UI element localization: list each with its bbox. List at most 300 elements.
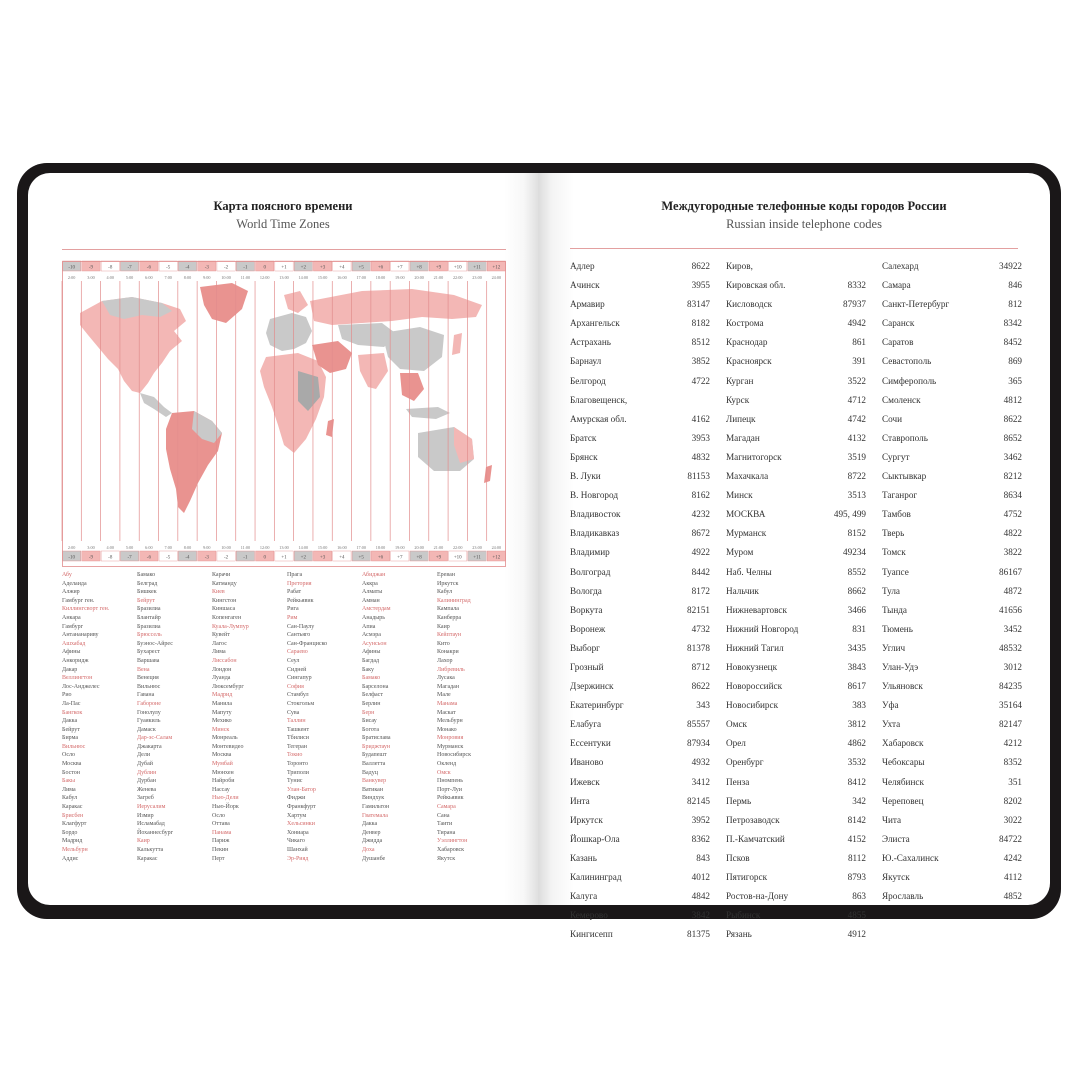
city-name: Чебоксары <box>882 757 925 768</box>
phone-code: 49234 <box>843 547 866 558</box>
right-page <box>538 173 1050 940</box>
zone-time: 7:00 <box>164 275 172 280</box>
zone-time: 14:00 <box>298 545 309 550</box>
city-name: Владимир <box>570 547 610 558</box>
phone-code: 4832 <box>691 451 710 462</box>
phone-code: 365 <box>1008 375 1022 386</box>
city-name: Рейкьявик <box>437 795 464 802</box>
city-name: Пятигорск <box>726 872 768 882</box>
city-name: Нью-Дели <box>212 795 239 802</box>
phone-code: 8452 <box>1003 337 1022 348</box>
city-name: Мале <box>437 692 451 699</box>
city-name: Лима <box>62 786 76 793</box>
china <box>382 327 444 371</box>
city-name: Тюмень <box>882 623 913 634</box>
code-row <box>726 314 866 333</box>
city-name: Ватикан <box>362 786 384 793</box>
code-row <box>570 352 710 371</box>
city-name: Армавир <box>570 299 605 310</box>
phone-code: 8512 <box>691 337 710 348</box>
city-name: Сыктывкар <box>882 471 927 482</box>
phone-code: 8152 <box>847 528 866 539</box>
code-row <box>726 696 866 715</box>
city-name: Хартум <box>287 812 307 819</box>
city-name: Мадрид <box>62 838 83 845</box>
zone-offset: -9 <box>88 265 94 271</box>
city-name: Дзержинск <box>570 681 614 692</box>
phone-code: 383 <box>852 700 866 711</box>
zone-offset: -5 <box>166 555 171 561</box>
city-name: Гамбург <box>62 623 84 630</box>
phone-code: 812 <box>1008 299 1022 310</box>
madagascar <box>326 419 334 437</box>
zone-offset: -8 <box>108 555 113 561</box>
zone-offset: +4 <box>339 265 345 271</box>
code-row <box>570 410 710 429</box>
zone-offset: +2 <box>300 265 306 271</box>
city-name: Алматы <box>362 589 383 596</box>
city-name: Кировская обл. <box>726 280 786 291</box>
city-name: Симферополь <box>882 375 937 386</box>
zone-time: 20:00 <box>414 545 424 550</box>
city-name: Углич <box>882 642 906 653</box>
zone-time: 7:00 <box>164 545 172 550</box>
phone-code: 4152 <box>847 833 866 844</box>
code-row <box>882 486 1022 505</box>
zone-time: 4:00 <box>106 545 114 550</box>
city-name: Астрахань <box>570 337 611 348</box>
city-name: Нассау <box>212 786 230 793</box>
zone-offset: +9 <box>435 265 442 271</box>
city-name: Сана <box>437 812 450 819</box>
city-name: Дубай <box>137 761 153 768</box>
phone-code: 8172 <box>691 585 710 596</box>
code-row <box>882 276 1022 295</box>
city-name: Сеул <box>287 657 300 664</box>
city-name: Сургут <box>882 451 910 462</box>
codes-title: Междугородные телефонные коды городов России <box>661 199 947 213</box>
city-name: Москва <box>62 761 82 768</box>
phone-code: 8332 <box>847 280 866 291</box>
phone-code: 4232 <box>691 509 710 520</box>
code-row <box>726 257 866 276</box>
city-name: Псков <box>726 852 750 863</box>
city-name: Саранск <box>882 318 915 329</box>
phone-code: 4855 <box>847 910 866 921</box>
city-name: Лусака <box>437 675 455 682</box>
map-subtitle: World Time Zones <box>236 217 330 231</box>
canada-grey <box>102 297 172 319</box>
city-name: Лондон <box>212 666 232 673</box>
city-name: Монровия <box>437 735 464 742</box>
phone-code: 3955 <box>691 280 710 291</box>
code-row <box>570 830 710 849</box>
city-name: Тамбов <box>882 509 911 520</box>
city-name: Бейрут <box>137 597 155 604</box>
city-name: Бакы <box>62 778 76 785</box>
city-name: Владикавказ <box>570 528 620 539</box>
code-row <box>882 639 1022 658</box>
zone-offset: -1 <box>243 555 248 561</box>
city-name: Лима <box>212 649 226 656</box>
city-name: Выборг <box>570 642 600 653</box>
city-name: Елабуга <box>570 719 602 730</box>
code-row <box>570 773 710 792</box>
city-name: Дублин <box>137 769 157 776</box>
city-name: Перт <box>212 855 225 862</box>
zone-time: 18:00 <box>375 275 386 280</box>
city-name: Наб. Челны <box>726 566 772 577</box>
city-name: Брюссель <box>137 632 162 639</box>
city-name: Канберра <box>437 614 462 621</box>
phone-code: 8712 <box>691 661 710 672</box>
zone-offset: +1 <box>281 265 287 271</box>
zone-time: 21:00 <box>433 275 444 280</box>
zone-time: 9:00 <box>203 545 211 550</box>
japan <box>452 333 462 355</box>
city-name: Новороссийск <box>726 681 783 692</box>
city-name: Воркута <box>570 604 603 615</box>
zone-time: 12:00 <box>259 545 270 550</box>
city-name: Будапешт <box>362 752 387 759</box>
zone-time: 17:00 <box>356 275 366 280</box>
phone-code: 8442 <box>691 566 710 577</box>
city-name: Стокгольм <box>287 700 315 707</box>
code-row <box>882 352 1022 371</box>
code-row <box>570 391 710 410</box>
code-row <box>726 773 866 792</box>
city-name: Сараево <box>287 649 308 656</box>
city-name: Оттава <box>212 821 230 828</box>
city-name: Томск <box>882 547 906 558</box>
city-name: Эр-Рияд <box>287 855 309 862</box>
phone-code: 41656 <box>999 604 1022 615</box>
phone-code: 4932 <box>691 757 710 768</box>
city-name: Уэллингтон <box>437 838 468 845</box>
phone-code: 3412 <box>691 776 710 787</box>
zone-time: 14:00 <box>298 275 309 280</box>
city-name: Братск <box>570 432 597 443</box>
zone-offset: -2 <box>224 555 229 561</box>
code-row <box>882 543 1022 562</box>
city-name: Нижневартовск <box>726 604 787 615</box>
zone-offset: +7 <box>397 555 403 561</box>
city-name: Махачкала <box>726 471 769 482</box>
phone-code: 3513 <box>847 490 866 501</box>
zone-time: 15:00 <box>317 545 328 550</box>
zone-time: 23:00 <box>472 545 482 550</box>
city-name: Магнитогорск <box>726 451 782 462</box>
city-name: Багдад <box>362 657 380 664</box>
city-name: Ставрополь <box>882 432 928 443</box>
russia <box>310 289 482 325</box>
city-name: Катманду <box>212 580 237 587</box>
city-name: Бриджтаун <box>362 743 391 750</box>
city-name: Ашхабад <box>62 640 86 647</box>
city-name: Варшава <box>137 657 160 664</box>
city-name: Доха <box>362 847 375 853</box>
city-name: Нижний Тагил <box>726 642 784 653</box>
city-name: Антананариву <box>62 632 99 639</box>
phone-code: 343 <box>696 700 710 711</box>
code-row <box>882 563 1022 582</box>
city-name: Самара <box>882 280 911 291</box>
code-row <box>726 925 866 944</box>
city-name: Тунис <box>287 778 303 785</box>
city-name: Порт-Луи <box>437 786 463 793</box>
zone-time: 11:00 <box>240 545 251 550</box>
city-name: Венеция <box>137 675 159 682</box>
zone-offset: +6 <box>377 265 384 271</box>
city-name: Омск <box>726 719 747 730</box>
city-name: Ессентуки <box>570 738 611 749</box>
new-zealand <box>484 465 492 483</box>
city-name: Фиджи <box>287 795 306 802</box>
city-name: Нальчик <box>726 585 759 596</box>
city-name: Вильнюс <box>62 743 86 750</box>
phone-code: 869 <box>1008 356 1022 367</box>
city-name: Рабат <box>287 589 302 596</box>
code-row <box>570 314 710 333</box>
city-name: Аддис <box>62 855 79 862</box>
city-name: Претория <box>287 580 312 587</box>
city-name: Бордо <box>62 829 78 836</box>
city-name: Манама <box>437 700 458 707</box>
city-name: Краснодар <box>726 337 768 348</box>
city-name: Каракас <box>62 804 83 811</box>
city-name: Алжир <box>62 589 80 596</box>
code-row <box>882 524 1022 543</box>
zone-time: 16:00 <box>337 275 347 280</box>
city-name: Владивосток <box>570 509 621 520</box>
city-name: Ереван <box>437 572 455 578</box>
phone-code: 8162 <box>691 490 710 501</box>
city-name: Казань <box>570 852 597 863</box>
city-name: Воронеж <box>570 623 606 634</box>
phone-code: 8622 <box>691 681 710 692</box>
code-row <box>882 620 1022 639</box>
city-name: Курган <box>726 375 754 386</box>
code-row <box>570 505 710 524</box>
code-row <box>882 734 1022 753</box>
city-name: Ярославль <box>882 891 924 902</box>
code-row <box>882 410 1022 429</box>
zone-offset: -10 <box>68 265 75 271</box>
city-name: Веллингтон <box>62 675 93 682</box>
city-name: Пекин <box>212 847 229 853</box>
code-row <box>726 620 866 639</box>
zone-time: 9:00 <box>203 275 211 280</box>
code-row <box>570 887 710 906</box>
africa <box>260 353 326 453</box>
city-name: Франкфурт <box>287 804 316 811</box>
city-name: Рио <box>62 692 72 699</box>
phone-code: 342 <box>852 795 866 806</box>
phone-code: 8352 <box>1003 757 1022 768</box>
city-name: Шанхай <box>287 847 308 853</box>
phone-code: 3519 <box>847 451 866 462</box>
zone-offset: +5 <box>358 555 364 561</box>
code-row <box>570 792 710 811</box>
city-name: Куала-Лумпур <box>212 623 249 630</box>
city-name: Джакарта <box>137 743 162 750</box>
zone-offset: 0 <box>263 265 266 271</box>
map-title: Карта поясного времени <box>213 199 353 213</box>
indonesia <box>406 407 450 419</box>
phone-code: 861 <box>852 337 866 348</box>
city-name: Буэнос-Айрес <box>137 640 173 647</box>
city-name: Ванкувер <box>362 778 387 785</box>
city-name: Таганрог <box>882 490 918 501</box>
city-name: Салехард <box>882 261 919 271</box>
city-name: Мельбурн <box>62 847 88 853</box>
city-name: Адлер <box>570 261 595 271</box>
code-row <box>570 295 710 314</box>
phone-code: 4712 <box>847 394 866 405</box>
code-row <box>570 333 710 352</box>
zone-time: 15:00 <box>317 275 328 280</box>
city-name: Чикаго <box>287 838 305 845</box>
code-row <box>882 677 1022 696</box>
city-name: Амстердам <box>362 606 391 613</box>
city-name: Богота <box>362 726 380 733</box>
city-name: Мумбай <box>212 761 233 768</box>
divider <box>62 249 506 250</box>
code-row <box>726 333 866 352</box>
code-row <box>882 314 1022 333</box>
zone-time: 20:00 <box>414 275 424 280</box>
code-row <box>726 352 866 371</box>
phone-code: 3452 <box>1003 623 1022 634</box>
code-row <box>570 677 710 696</box>
code-row <box>570 448 710 467</box>
code-row <box>726 887 866 906</box>
zone-offset: +10 <box>453 555 462 561</box>
phone-code: 81378 <box>687 642 710 653</box>
city-name: Челябинск <box>882 776 924 787</box>
zone-time: 5:00 <box>125 545 134 550</box>
phone-code: 81153 <box>687 471 710 482</box>
zone-time: 21:00 <box>433 545 444 550</box>
city-name: Барнаул <box>570 356 602 367</box>
city-name: Кабул <box>62 795 78 802</box>
phone-code: 3466 <box>847 604 866 615</box>
city-name: Хониара <box>287 829 309 836</box>
phone-code: 35164 <box>999 700 1022 711</box>
city-name: Панама <box>212 829 232 836</box>
city-name: Исламабад <box>137 821 165 828</box>
city-name: Афины <box>62 649 81 656</box>
city-name: Женева <box>137 786 157 793</box>
zone-time: 2:00 <box>67 545 76 550</box>
city-name: Мапуту <box>212 709 232 716</box>
city-name: Череповец <box>882 795 924 806</box>
city-name: Сан-Паулу <box>287 623 315 630</box>
zone-time: 13:00 <box>279 545 289 550</box>
city-name: Гуаякиль <box>137 718 161 725</box>
city-column <box>137 571 209 863</box>
phone-code: 4162 <box>691 413 710 424</box>
code-row <box>570 524 710 543</box>
phone-code: 81375 <box>687 929 710 940</box>
phone-code: 84235 <box>999 681 1022 692</box>
city-name: Бухарест <box>137 649 160 656</box>
city-name: Аккра <box>362 580 378 587</box>
phone-code: 4852 <box>1003 891 1022 902</box>
timezone-header-row <box>63 261 506 280</box>
city-name: Анкоридж <box>62 657 89 664</box>
phone-code: 4812 <box>1003 394 1022 405</box>
phone-code: 82151 <box>687 604 710 615</box>
city-name: Барселона <box>362 683 389 690</box>
city-name: Бразилиа <box>137 606 161 613</box>
city-name: Улан-Батор <box>287 786 316 793</box>
city-name: Аделаида <box>62 580 87 587</box>
city-name: Тула <box>882 585 901 596</box>
code-row <box>726 295 866 314</box>
codes-subtitle: Russian inside telephone codes <box>726 217 882 231</box>
city-name: Элиста <box>882 833 910 844</box>
zone-offset: +1 <box>281 555 287 561</box>
city-name: Гамильтон <box>362 804 390 811</box>
city-name: Красноярск <box>726 356 772 367</box>
city-name: Виндхук <box>362 795 385 802</box>
city-name: Дели <box>137 752 151 759</box>
code-row <box>570 639 710 658</box>
city-name: Лос-Анджелес <box>62 683 100 690</box>
code-row <box>882 391 1022 410</box>
city-name: Йоханнесбург <box>137 829 174 836</box>
city-name: Москва <box>212 752 232 759</box>
code-row <box>570 601 710 620</box>
code-row <box>726 753 866 772</box>
code-row <box>570 276 710 295</box>
city-name: Осло <box>62 752 75 759</box>
phone-code: 351 <box>1008 776 1022 787</box>
city-name: Загреб <box>137 795 154 802</box>
zone-offset: +10 <box>453 265 462 271</box>
code-row <box>570 620 710 639</box>
phone-code: 48532 <box>999 642 1022 653</box>
city-name: Вадуц <box>362 769 378 776</box>
city-name: Кострома <box>726 318 764 329</box>
zone-offset: -2 <box>224 265 229 271</box>
city-name: Апиа <box>362 623 376 630</box>
phone-code: 495, 499 <box>833 509 866 520</box>
code-row <box>726 467 866 486</box>
zone-offset: -6 <box>146 555 151 561</box>
phone-code: 4872 <box>1003 585 1022 596</box>
city-name: Гонолулу <box>137 709 161 716</box>
zone-time: 3:00 <box>87 545 95 550</box>
code-row <box>726 410 866 429</box>
phone-code: 4112 <box>1003 872 1022 882</box>
code-row <box>726 601 866 620</box>
phone-code: 82145 <box>687 795 710 806</box>
phone-code: 8212 <box>1003 471 1022 482</box>
phone-code: 8202 <box>1003 795 1022 806</box>
phone-code: 4942 <box>847 318 866 329</box>
city-name: Белград <box>137 580 158 587</box>
code-row <box>726 429 866 448</box>
phone-code: 3843 <box>847 661 866 672</box>
city-name: Карачи <box>212 572 231 578</box>
zone-time: 24:00 <box>491 275 502 280</box>
city-name: Мадрид <box>212 692 233 699</box>
phone-code: 3022 <box>1003 814 1022 825</box>
code-row <box>726 734 866 753</box>
city-name: Копенгаген <box>212 614 242 621</box>
